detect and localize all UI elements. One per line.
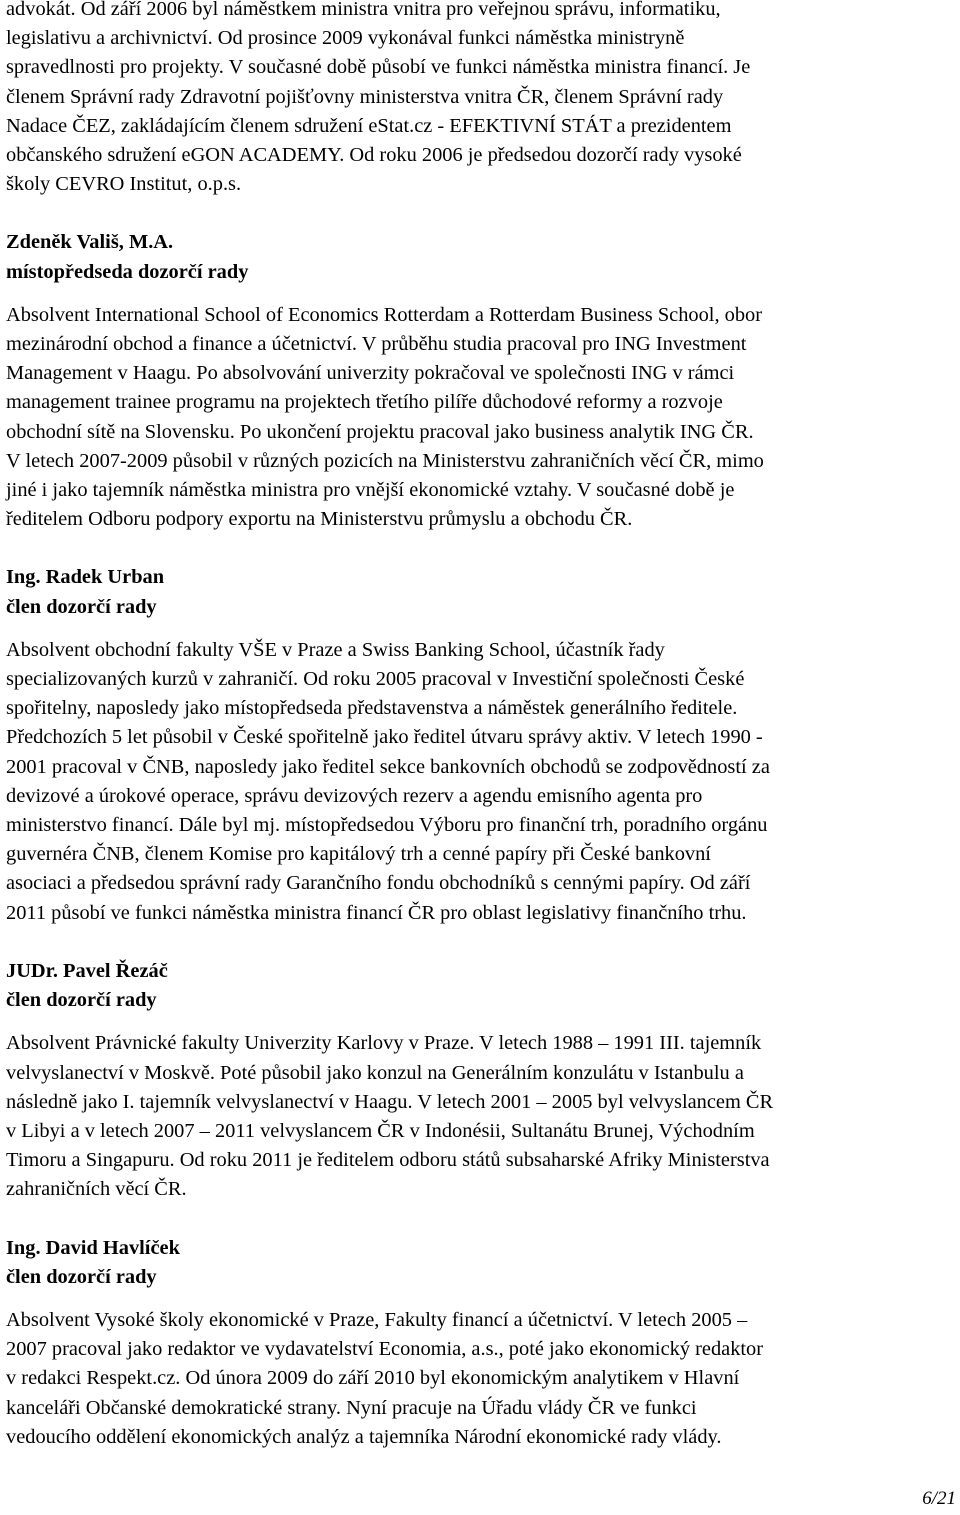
- text-line: V letech 2007-2009 působil v různých pozicích na Ministerstvu zahraničních věcí ČR, mimo: [6, 449, 764, 472]
- text-line: advokát. Od září 2006 byl náměstkem ministra vnitra pro veřejnou správu, informatiku,: [6, 0, 721, 20]
- text-line: občanského sdružení eGON ACADEMY. Od roku 2006 je předsedou dozorčí rady vysoké: [6, 144, 742, 167]
- text-line: obchodní sítě na Slovensku. Po ukončení projektu pracoval jako business analytik ING ČR.: [6, 420, 754, 443]
- member-bio: [6, 1029, 954, 1204]
- member-name: Zdeněk Vališ, M.A.: [6, 231, 174, 254]
- text-line: 2007 pracoval jako redaktor ve vydavatelství Economia, a.s., poté jako ekonomický redaktor: [6, 1338, 764, 1361]
- member-bio: [6, 1306, 954, 1452]
- text-line: členem Správní rady Zdravotní pojišťovny ministerstva vnitra ČR, členem Správní rady: [6, 85, 724, 108]
- text-line: v Libyi a v letech 2007 – 2011 velvyslancem ČR v Indonésii, Sultanátu Brunej, Východním: [6, 1119, 755, 1142]
- text-line: jiné i jako tajemník náměstka ministra pro vnější ekonomické vztahy. V současné době je: [6, 479, 735, 502]
- member-role: člen dozorčí rady: [6, 1265, 157, 1288]
- text-line: devizové a úrokové operace, správu devizových rezerv a agendu emisního agenta pro: [6, 784, 703, 807]
- member-section-rezac: [6, 957, 954, 1205]
- member-role: místopředseda dozorčí rady: [6, 260, 249, 283]
- member-name: Ing. Radek Urban: [6, 566, 165, 589]
- text-line: 2001 pracoval v ČNB, naposledy jako ředitel sekce bankovních obchodů se zodpovědností za: [6, 755, 770, 778]
- text-line: spravedlnosti pro projekty. V současné době působí ve funkci náměstka ministra financí. Je: [6, 56, 751, 79]
- text-line: Absolvent obchodní fakulty VŠE v Praze a Swiss Banking School, účastník řady: [6, 638, 665, 661]
- member-name: Ing. David Havlíček: [6, 1236, 180, 1259]
- member-bio: [6, 636, 954, 928]
- text-line: Management v Haagu. Po absolvování univerzity pokračoval ve společnosti ING v rámci: [6, 362, 735, 385]
- member-section-urban: [6, 563, 954, 927]
- text-line: Absolvent Vysoké školy ekonomické v Praze, Fakulty financí a účetnictví. V letech 2005 –: [6, 1308, 748, 1331]
- text-line: ministerstvo financí. Dále byl mj. místopředsedou Výboru pro finanční trh, poradního orgánu: [6, 814, 768, 837]
- text-line: v redakci Respekt.cz. Od února 2009 do září 2010 byl ekonomickým analytikem v Hlavní: [6, 1367, 740, 1390]
- text-line: spořitelny, naposledy jako místopředseda představenstva a náměstek generálního ředitele.: [6, 697, 738, 720]
- text-line: specializovaných kurzů v zahraničí. Od roku 2005 pracoval v Investiční společnosti České: [6, 668, 745, 691]
- member-role: člen dozorčí rady: [6, 989, 157, 1012]
- page-number: 6/21: [922, 1488, 956, 1509]
- text-line: zahraničních věcí ČR.: [6, 1178, 187, 1201]
- text-line: následně jako I. tajemník velvyslanectví v Haagu. V letech 2001 – 2005 byl velvyslancem ČR: [6, 1090, 774, 1113]
- text-line: Timoru a Singapuru. Od roku 2011 je ředitelem odboru států subsaharské Afriky Ministerstva: [6, 1149, 770, 1172]
- text-line: guvernéra ČNB, členem Komise pro kapitálový trh a cenné papíry při České bankovní: [6, 843, 711, 866]
- member-name: JUDr. Pavel Řezáč: [6, 959, 168, 982]
- text-line: 2011 působí ve funkci náměstka ministra financí ČR pro oblast legislativy finančního trhu.: [6, 901, 747, 924]
- text-line: školy CEVRO Institut, o.p.s.: [6, 173, 242, 196]
- member-role: člen dozorčí rady: [6, 595, 157, 618]
- text-line: legislativu a archivnictví. Od prosince 2009 vykonával funkci náměstka ministryně: [6, 27, 685, 50]
- text-line: velvyslanectví v Moskvě. Poté působil jako konzul na Generálním konzulátu v Istanbulu a: [6, 1061, 744, 1084]
- document-page: [6, 0, 954, 1452]
- member-section-havlicek: [6, 1234, 954, 1452]
- text-line: ředitelem Odboru podpory exportu na Ministerstvu průmyslu a obchodu ČR.: [6, 508, 633, 531]
- text-line: vedoucího oddělení ekonomických analýz a tajemníka Národní ekonomické rady vlády.: [6, 1425, 722, 1448]
- member-section-valis: [6, 228, 954, 534]
- text-line: asociaci a předsedou správní rady Garančního fondu obchodníků s cennými papíry. Od září: [6, 872, 751, 895]
- text-line: mezinárodní obchod a finance a účetnictví. V průběhu studia pracoval pro ING Investment: [6, 333, 747, 356]
- text-line: kanceláři Občanské demokratické strany. Nyní pracuje na Úřadu vlády ČR ve funkci: [6, 1396, 697, 1419]
- intro-paragraph: [6, 0, 954, 199]
- text-line: Absolvent Právnické fakulty Univerzity Karlovy v Praze. V letech 1988 – 1991 III. tajemník: [6, 1032, 762, 1055]
- member-bio: [6, 301, 954, 535]
- text-line: Absolvent International School of Economics Rotterdam a Rotterdam Business School, obor: [6, 303, 763, 326]
- text-line: Předchozích 5 let působil v České spořitelně jako ředitel útvaru správy aktiv. V letech 1990 -: [6, 726, 763, 749]
- text-line: management trainee programu na projektech třetího pilíře důchodové reformy a rozvoje: [6, 391, 723, 414]
- text-line: Nadace ČEZ, zakládajícím členem sdružení eStat.cz - EFEKTIVNÍ STÁT a prezidentem: [6, 114, 732, 137]
